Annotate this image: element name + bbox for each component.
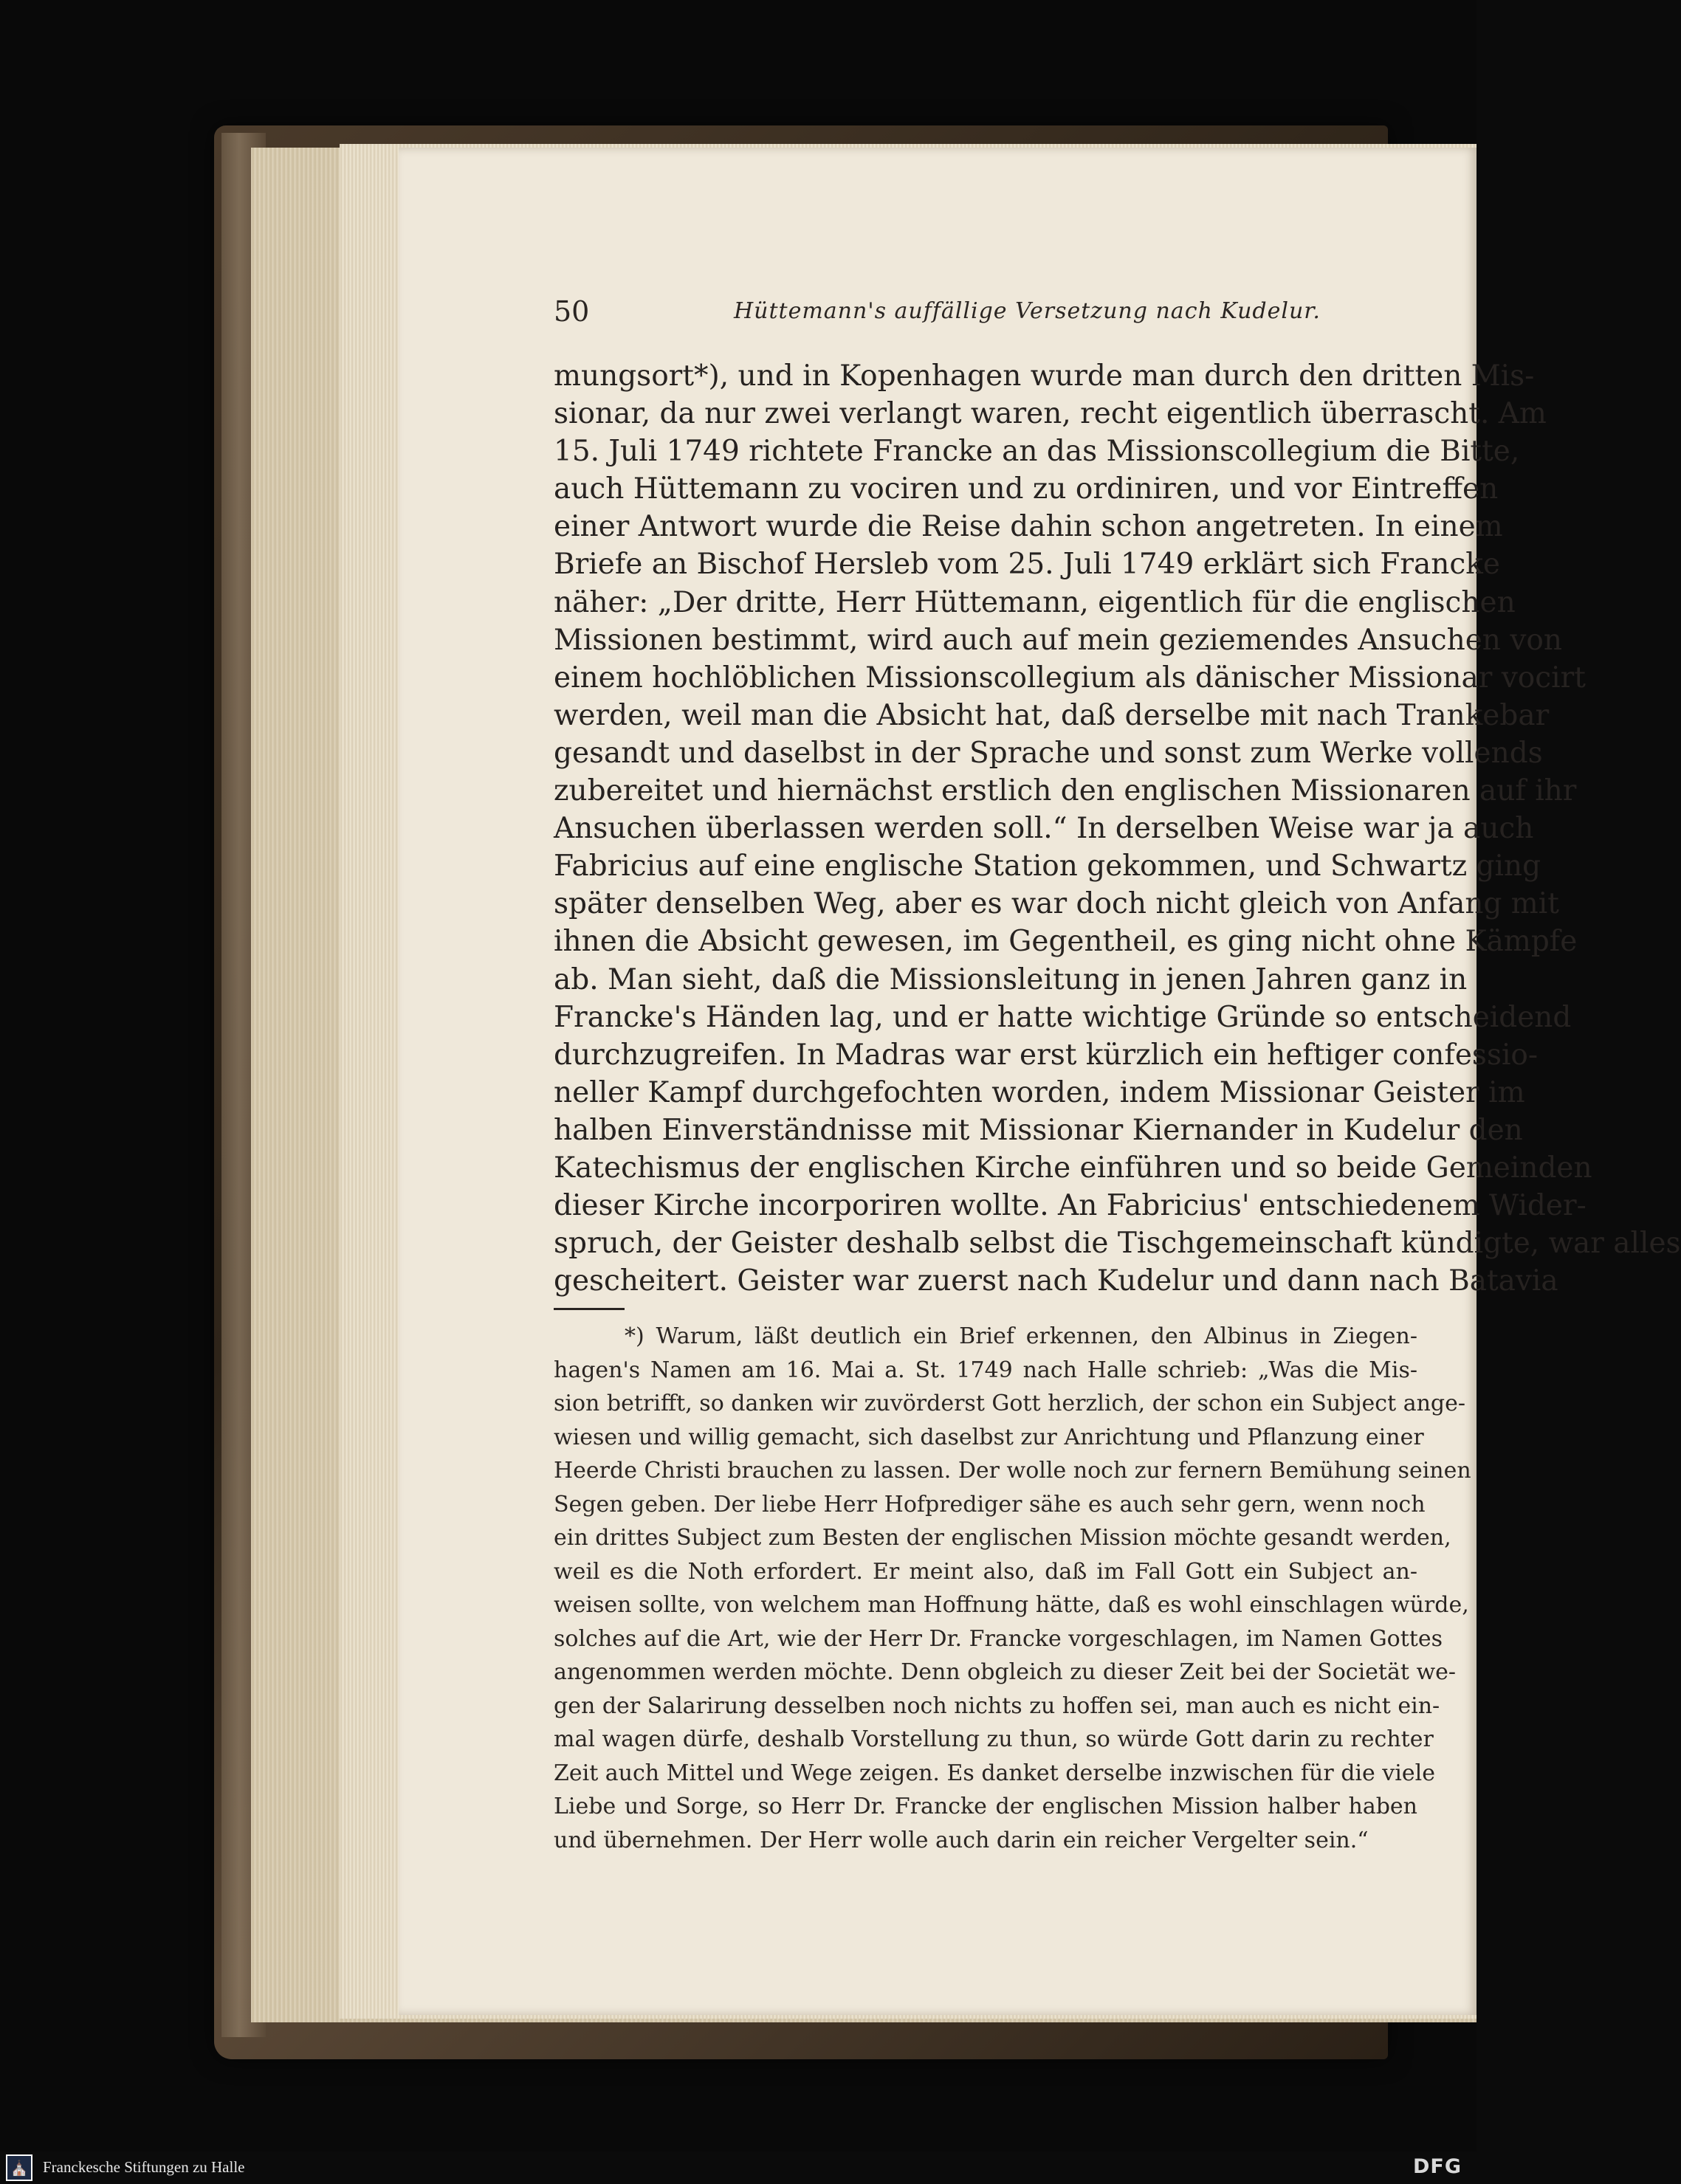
text-line: Fabricius auf eine englische Station gekommen, und Schwartz ging [554,850,1541,883]
footnote-line: Segen geben. Der liebe Herr Hofprediger sähe es auch sehr gern, wenn noch [554,1491,1426,1518]
footnote-line: ein drittes Subject zum Besten der englischen Mission möchte gesandt werden, [554,1525,1451,1551]
footnote-line: angenommen werden möchte. Denn obgleich zu dieser Zeit bei der Societät we- [554,1659,1457,1685]
text-line: näher: „Der dritte, Herr Hüttemann, eigentlich für die englischen [554,585,1516,619]
text-line: ihnen die Absicht gewesen, im Gegentheil, es ging nicht ohne Kämpfe [554,925,1578,959]
text-line: dieser Kirche incorporiren wollte. An Fabricius' entschiedenem Wider- [554,1189,1587,1223]
footnote [554,1320,1471,1857]
text-line: neller Kampf durchgefochten worden, indem Missionar Geister im [554,1075,1525,1109]
text-line: einer Antwort wurde die Reise dahin schon angetreten. In einem [554,510,1503,544]
footnote-line: Heerde Christi brauchen zu lassen. Der wolle noch zur fernern Bemühung seinen [554,1458,1471,1484]
text-line: später denselben Weg, aber es war doch nicht gleich von Anfang mit [554,887,1559,921]
dfg-logo: DFG [1412,2155,1462,2178]
text-line: zubereitet und hiernächst erstlich den englischen Missionaren auf ihr [554,774,1577,808]
text-line: auch Hüttemann zu vociren und zu ordiniren, und vor Eintreffen [554,472,1499,506]
text-line: Missionen bestimmt, wird auch auf mein geziemendes Ansuchen von [554,623,1562,657]
running-head: Hüttemann's auffällige Versetzung nach Kudelur. [734,298,1321,324]
text-line: sionar, da nur zwei verlangt waren, recht eigentlich überrascht. Am [554,397,1547,431]
footnote-line: wiesen und willig gemacht, sich daselbst zur Anrichtung und Pflanzung einer [554,1424,1424,1450]
footnote-rule [554,1308,625,1310]
footnote-line: hagen's Namen am 16. Mai a. St. 1749 nach Halle schrieb: „Was die Mis- [554,1357,1417,1383]
text-line: werden, weil man die Absicht hat, daß derselbe mit nach Trankebar [554,698,1550,732]
text-line: Ansuchen überlassen werden soll.“ In derselben Weise war ja auch [554,812,1534,846]
footnote-line: sion betrifft, so danken wir zuvörderst Gott herzlich, der schon ein Subject ange- [554,1391,1465,1416]
footnote-line: weil es die Noth erfordert. Er meint also, daß im Fall Gott ein Subject an- [554,1558,1417,1585]
text-line: gescheitert. Geister war zuerst nach Kudelur und dann nach Batavia [554,1264,1558,1298]
footnote-line: Liebe und Sorge, so Herr Dr. Francke der englischen Mission halber haben [554,1794,1417,1819]
page-header [554,295,1321,340]
text-line: 15. Juli 1749 richtete Francke an das Missionscollegium die Bitte, [554,435,1520,469]
footnote-line: weisen sollte, von welchem man Hoffnung hätte, daß es wohl einschlagen würde, [554,1592,1469,1618]
text-line: Briefe an Bischof Hersleb vom 25. Juli 1749 erklärt sich Francke [554,548,1500,582]
footnote-line: gen der Salarirung desselben noch nichts zu hoffen sei, man auch es nicht ein- [554,1692,1440,1719]
text-line: gesandt und daselbst in der Sprache und sonst zum Werke vollends [554,736,1543,770]
text-line: einem hochlöblichen Missionscollegium als dänischer Missionar vocirt [554,661,1586,695]
text-line: durchzugreifen. In Madras war erst kürzlich ein heftiger confessio- [554,1038,1539,1072]
footnote-line: *) Warum, läßt deutlich ein Brief erkennen, den Albinus in Ziegen- [625,1323,1417,1349]
text-line: Katechismus der englischen Kirche einführen und so beide Gemeinden [554,1151,1592,1185]
institution-logo-icon: ⛪ [6,2154,32,2181]
text-line: spruch, der Geister deshalb selbst die Tischgemeinschaft kündigte, war alles [554,1227,1681,1261]
footer-institution: Franckesche Stiftungen zu Halle [43,2158,245,2176]
text-line: mungsort*), und in Kopenhagen wurde man durch den dritten Mis- [554,359,1535,393]
main-text [554,357,1681,1300]
text-line: Francke's Händen lag, und er hatte wichtige Gründe so entscheidend [554,1000,1572,1034]
page-number: 50 [554,295,590,328]
footnote-line: solches auf die Art, wie der Herr Dr. Francke vorgeschlagen, im Namen Gottes [554,1625,1443,1652]
text-line: halben Einverständnisse mit Missionar Kiernander in Kudelur den [554,1113,1523,1147]
footnote-line: und übernehmen. Der Herr wolle auch darin ein reicher Vergelter sein.“ [554,1827,1369,1853]
footnote-line: Zeit auch Mittel und Wege zeigen. Es danket derselbe inzwischen für die viele [554,1760,1435,1786]
footnote-line: mal wagen dürfe, deshalb Vorstellung zu thun, so würde Gott darin zu rechter [554,1726,1434,1752]
text-line: ab. Man sieht, daß die Missionsleitung in jenen Jahren ganz in [554,962,1468,996]
